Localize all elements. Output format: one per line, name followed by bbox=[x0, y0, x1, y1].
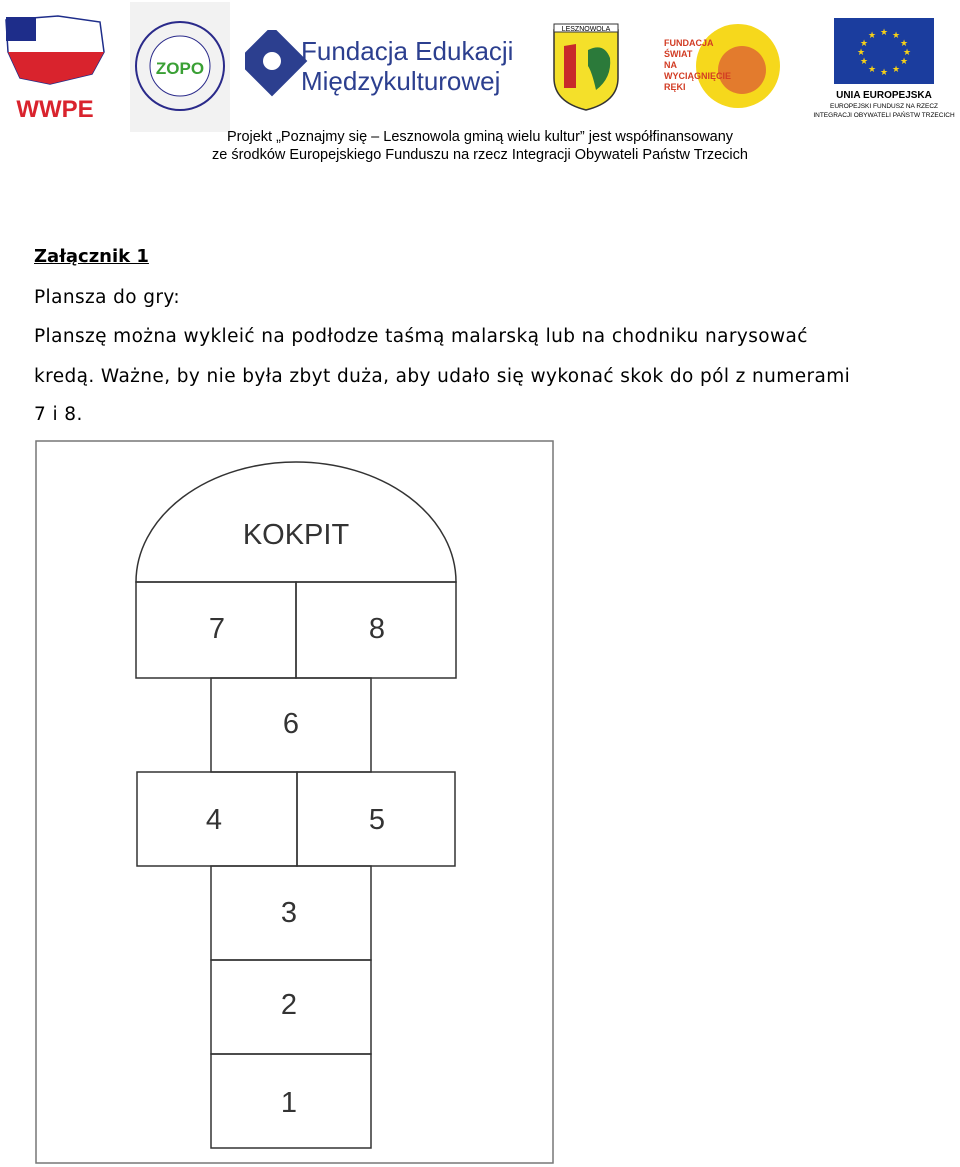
svg-text:★: ★ bbox=[902, 47, 912, 57]
svg-text:RĘKI: RĘKI bbox=[664, 82, 686, 92]
svg-text:EUROPEJSKI FUNDUSZ NA RZECZ: EUROPEJSKI FUNDUSZ NA RZECZ bbox=[830, 103, 938, 110]
svg-text:★: ★ bbox=[879, 67, 889, 77]
svg-text:Fundacja Edukacji: Fundacja Edukacji bbox=[301, 36, 514, 66]
svg-text:★: ★ bbox=[891, 30, 901, 40]
svg-text:INTEGRACJI OBYWATELI PAŃSTW TR: INTEGRACJI OBYWATELI PAŃSTW TRZECICH bbox=[813, 112, 955, 119]
svg-text:★: ★ bbox=[856, 47, 866, 57]
attachment-title: Załącznik 1 bbox=[34, 246, 149, 267]
svg-text:★: ★ bbox=[867, 64, 877, 74]
header-funding-line-1: Projekt „Poznajmy się – Lesznowola gminą wielu kultur” jest współfinansowany bbox=[226, 129, 734, 145]
svg-text:ZOPO: ZOPO bbox=[155, 59, 205, 78]
field-6-label: 6 bbox=[282, 708, 300, 740]
svg-text:★: ★ bbox=[859, 56, 869, 66]
svg-text:★: ★ bbox=[899, 38, 909, 48]
field-3-label: 3 bbox=[280, 897, 298, 929]
instructions-line-2: kredą. Ważne, by nie była zbyt duża, aby udało się wykonać skok do pól z numerami bbox=[34, 366, 851, 387]
board-subtitle: Plansza do gry: bbox=[34, 287, 181, 308]
svg-text:UNIA EUROPEJSKA: UNIA EUROPEJSKA bbox=[836, 90, 932, 101]
svg-text:WWPE: WWPE bbox=[16, 96, 94, 123]
field-8-label: 8 bbox=[368, 613, 386, 645]
field-5-label: 5 bbox=[368, 804, 386, 836]
instructions-line-1: Planszę można wykleić na podłodze taśmą malarską lub na chodniku narysować bbox=[34, 326, 808, 347]
svg-text:ŚWIAT: ŚWIAT bbox=[664, 49, 693, 59]
svg-text:WYCIĄGNIĘCIE: WYCIĄGNIĘCIE bbox=[664, 71, 732, 81]
header-funding-line-2: ze środków Europejskiego Funduszu na rzecz Integracji Obywateli Państw Trzecich bbox=[212, 147, 748, 163]
svg-text:★: ★ bbox=[899, 56, 909, 66]
svg-text:FUNDACJA: FUNDACJA bbox=[664, 38, 714, 48]
svg-text:★: ★ bbox=[879, 27, 889, 37]
svg-text:★: ★ bbox=[867, 30, 877, 40]
svg-text:LESZNOWOLA: LESZNOWOLA bbox=[561, 26, 611, 33]
field-7-label: 7 bbox=[208, 613, 226, 645]
svg-text:Międzykulturowej: Międzykulturowej bbox=[301, 66, 501, 96]
cockpit-label: KOKPIT bbox=[242, 519, 350, 551]
field-2-label: 2 bbox=[280, 989, 298, 1021]
instructions-line-3: 7 i 8. bbox=[34, 404, 83, 425]
svg-text:★: ★ bbox=[859, 38, 869, 48]
field-1-label: 1 bbox=[280, 1087, 298, 1119]
svg-text:NA: NA bbox=[664, 60, 677, 70]
field-4-label: 4 bbox=[205, 804, 223, 836]
svg-text:★: ★ bbox=[891, 64, 901, 74]
